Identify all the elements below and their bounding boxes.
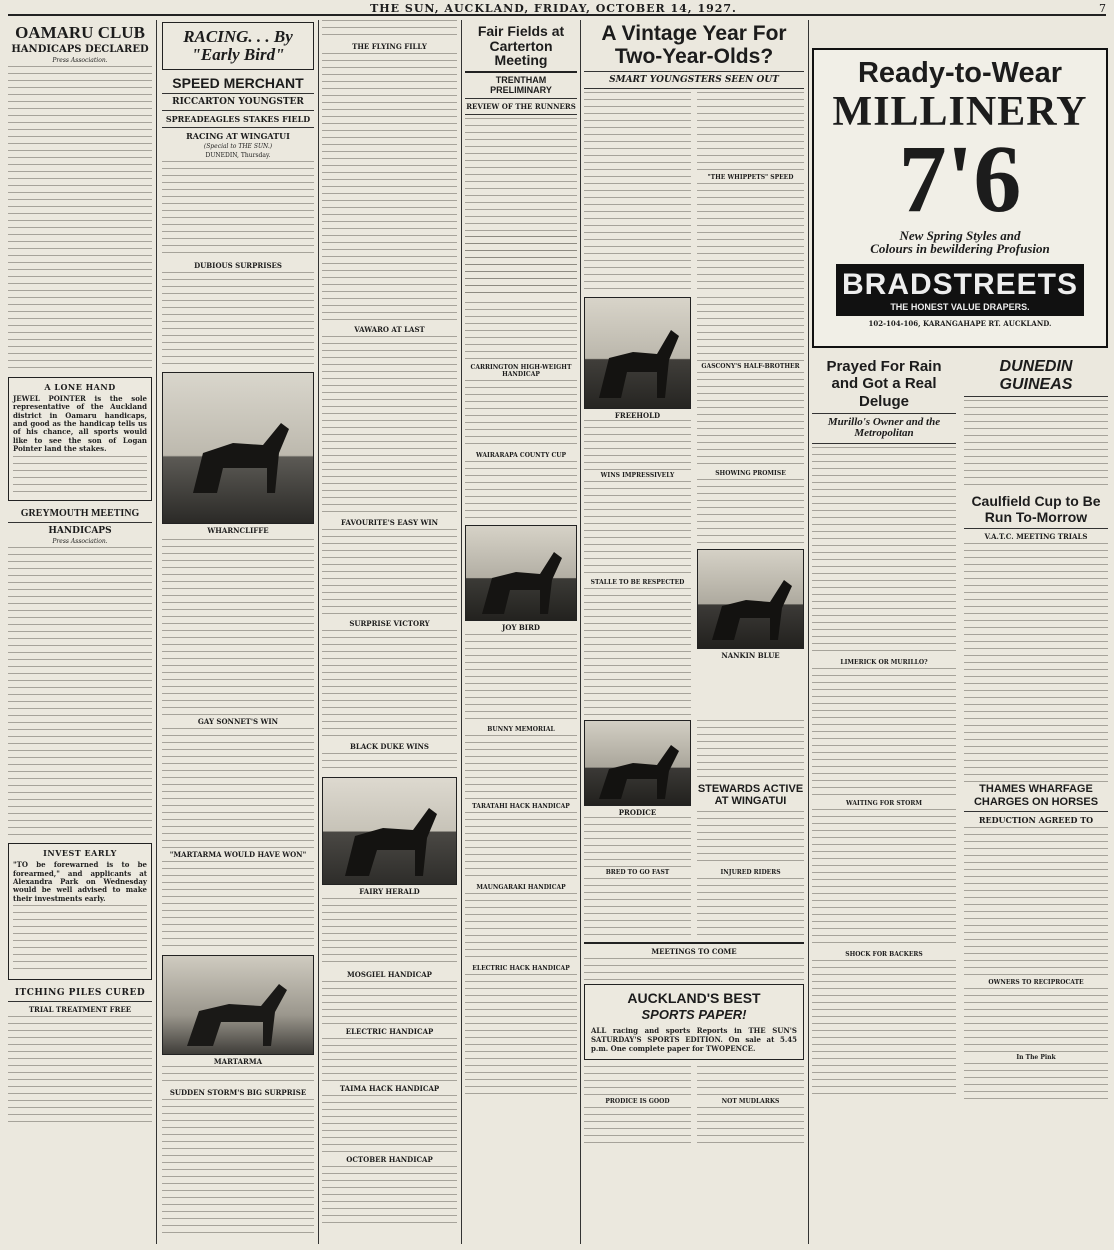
ad-brand-sub: THE HONEST VALUE DRAPERS.: [890, 301, 1030, 312]
racing-banner-text: RACING. . . By "Early Bird": [183, 27, 293, 64]
freehold-photo: [584, 297, 691, 409]
ad-price: 7'6: [898, 124, 1022, 232]
in-pink-heading: In The Pink: [1016, 1054, 1056, 1062]
best-paper-line2: SPORTS PAPER!: [641, 1006, 747, 1022]
horse-silhouette: [163, 956, 314, 1055]
greymouth-subtitle: HANDICAPS: [48, 526, 112, 537]
ad-tag2: Colours in bewildering Profusion: [870, 241, 1050, 257]
itching-text: [8, 1016, 152, 1126]
oamaru-agency: Press Association.: [52, 56, 108, 64]
masthead-title: THE SUN, AUCKLAND, FRIDAY, OCTOBER 14, 1927.: [370, 1, 737, 15]
electric-heading: ELECTRIC HANDICAP: [345, 1027, 434, 1036]
bunny-heading: BUNNY MEMORIAL: [487, 725, 555, 733]
lone-hand-box: [8, 377, 152, 501]
carrington-heading: CARRINGTON HIGH-WEIGHT HANDICAP: [470, 363, 572, 378]
martarma-photo: [162, 955, 314, 1055]
limerick-heading: LIMERICK OR MURILLO?: [840, 658, 928, 666]
column-rule: [808, 20, 809, 1244]
oamaru-text: [8, 66, 152, 371]
invest-box: [8, 843, 152, 980]
waiting-heading: WAITING FOR STORM: [846, 799, 922, 807]
invest-title: INVEST EARLY: [43, 848, 117, 859]
sudden-storm-heading: SUDDEN STORM'S BIG SURPRISE: [169, 1088, 307, 1098]
freehold-caption: FREEHOLD: [614, 411, 661, 421]
wharncliffe-caption: WHARNCLIFFE: [207, 526, 269, 536]
bred-heading: BRED TO GO FAST: [605, 869, 670, 877]
trentham-heading: TRENTHAM PRELIMINARY: [490, 75, 552, 95]
dubious-heading: DUBIOUS SURPRISES: [194, 261, 282, 271]
column-rule: [580, 20, 581, 1244]
surprise-heading: SURPRISE VICTORY: [349, 619, 430, 628]
lone-hand-text: JEWEL POINTER is the sole representative of the Auckland district in Oamaru handicaps, and good as the handicap tells us of his chance, all sports would like to see the son of Logan Pointer land the stakes.: [13, 393, 147, 454]
thames-heading: THAMES WHARFAGE CHARGES ON HORSES: [973, 782, 1099, 808]
lone-hand-title: A LONE HAND: [44, 381, 116, 392]
column-2: [162, 20, 314, 1244]
reduction-heading: REDUCTION AGREED TO: [978, 815, 1094, 826]
best-paper-text: ALL racing and sports Reports in THE SUN'S SATURDAY'S SPORTS EDITION. On sale at 5.45 p.m. One complete paper for TWOPENCE.: [591, 1025, 797, 1053]
stewards-heading: STEWARDS ACTIVE AT WINGATUI: [697, 783, 804, 807]
wairarapa-heading: WAIRARAPA COUNTY CUP: [476, 451, 566, 459]
black-duke-heading: BLACK DUKE WINS: [350, 742, 429, 751]
ad-tag1: New Spring Styles and: [899, 227, 1021, 243]
column-4: [465, 20, 577, 1244]
gay-sonnet-heading: GAY SONNET'S WIN: [197, 717, 279, 727]
electric-hack-heading: ELECTRIC HACK HANDICAP: [472, 964, 570, 972]
martarma-heading: "MARTARMA WOULD HAVE WON": [169, 850, 307, 860]
dunedin-guineas-heading: DUNEDIN GUINEAS: [999, 358, 1073, 393]
wins-impressively-heading: WINS IMPRESSIVELY: [600, 472, 675, 480]
page-number: 7: [1099, 1, 1106, 15]
riccarton-heading: RICCARTON YOUNGSTER: [172, 97, 304, 108]
taima-heading: TAIMA HACK HANDICAP: [339, 1084, 440, 1093]
prodice-caption: PRODICE: [618, 808, 657, 818]
invest-text: "TO be forewarned is to be forearmed," and applicants at Alexandra Park on Wednesday would be well advised to make their investments early.: [13, 860, 147, 903]
injured-heading: INJURED RIDERS: [720, 869, 781, 877]
column-5: [584, 20, 804, 1244]
oamaru-title: OAMARU CLUB: [15, 23, 145, 42]
masthead: [8, 2, 1106, 16]
horse-silhouette: [163, 373, 314, 524]
nankin-blue-photo: [697, 549, 804, 649]
special-line: (Special to THE SUN.): [203, 143, 273, 151]
meetings-heading: MEETINGS TO COME: [651, 947, 737, 957]
martarma-caption: MARTARMA: [213, 1057, 263, 1067]
column-6: [812, 20, 1108, 1244]
prodice-photo: [584, 720, 691, 806]
racing-banner: [162, 22, 314, 70]
greymouth-title: GREYMOUTH MEETING: [20, 507, 140, 519]
owners-heading: OWNERS TO RECIPROCATE: [988, 979, 1084, 987]
joy-bird-photo: [465, 525, 577, 621]
wharncliffe-photo: [162, 372, 314, 524]
murillo-heading: Murillo's Owner and the Metropolitan: [827, 415, 941, 440]
taratahi-heading: TARATAHI HACK HANDICAP: [472, 802, 570, 810]
column-rule: [156, 20, 157, 1244]
column-3: [322, 20, 457, 1244]
gascony-heading: GASCONY'S HALF-BROTHER: [701, 363, 800, 371]
ad-line2: MILLINERY: [832, 89, 1088, 136]
horse-silhouette: [585, 721, 691, 806]
column-rule: [461, 20, 462, 1244]
prodice-good-heading: PRODICE IS GOOD: [605, 1097, 670, 1105]
favourites-heading: FAVOURITE'S EASY WIN: [340, 518, 439, 527]
horse-silhouette: [323, 778, 457, 885]
stalls-heading: STALLE TO BE RESPECTED: [590, 579, 685, 587]
nankin-blue-caption: NANKIN BLUE: [721, 651, 780, 661]
review-heading: REVIEW OF THE RUNNERS: [466, 101, 576, 111]
best-paper-line1: AUCKLAND'S BEST: [627, 990, 761, 1007]
fairy-herald-photo: [322, 777, 457, 885]
racing-at-heading: RACING AT WINGATUI: [186, 131, 290, 142]
bradstreets-logo: [836, 264, 1084, 316]
vatc-heading: V.A.T.C. MEETING TRIALS: [984, 531, 1088, 541]
joy-bird-caption: JOY BIRD: [502, 622, 540, 632]
horse-silhouette: [698, 550, 804, 649]
ad-address: 102-104-106, KARANGAHAPE RT. AUCKLAND.: [868, 318, 1052, 328]
carterton-heading: Fair Fields at Carterton Meeting: [477, 23, 565, 69]
ad-line1: Ready-to-Wear: [857, 57, 1063, 89]
vintage-subtitle: SMART YOUNGSTERS SEEN OUT: [609, 75, 779, 86]
horse-silhouette: [585, 298, 691, 409]
flying-filly-heading: THE FLYING FILLY: [352, 42, 427, 51]
greymouth-text: [8, 547, 152, 837]
fairy-herald-caption: FAIRY HERALD: [359, 887, 420, 896]
mosgiel-heading: MOSGIEL HANDICAP: [347, 970, 432, 979]
itching-subtitle: TRIAL TREATMENT FREE: [28, 1005, 132, 1015]
horse-silhouette: [466, 526, 577, 621]
dunedin-dateline: DUNEDIN, Thursday.: [205, 152, 271, 160]
vawaro-heading: VAWARO AT LAST: [354, 325, 425, 334]
column-rule: [318, 20, 319, 1244]
caulfield-heading: Caulfield Cup to Be Run To-Morrow: [971, 493, 1101, 525]
prayed-heading: Prayed For Rain and Got a Real Deluge: [826, 358, 942, 410]
millinery-ad: [812, 48, 1108, 348]
showing-heading: SHOWING PROMISE: [715, 470, 786, 478]
whippets-heading: "THE WHIPPETS" SPEED: [707, 174, 794, 182]
spreadeagles-heading: SPREADEAGLES STAKES FIELD: [165, 114, 311, 125]
oamaru-subtitle: HANDICAPS DECLARED: [11, 43, 149, 55]
shock-heading: SHOCK FOR BACKERS: [845, 950, 923, 958]
ad-brand: BRADSTREETS: [842, 267, 1079, 301]
maungaraki-heading: MAUNGARAKI HANDICAP: [476, 883, 566, 891]
vintage-heading: A Vintage Year For Two-Year-Olds?: [601, 22, 787, 69]
itching-title: ITCHING PILES CURED: [14, 988, 146, 999]
speed-merchant-heading: SPEED MERCHANT: [172, 74, 304, 91]
column-1: [8, 20, 152, 1244]
october-heading: OCTOBER HANDICAP: [346, 1155, 433, 1164]
greymouth-agency: Press Association.: [52, 538, 108, 546]
not-mudlarks-heading: NOT MUDLARKS: [721, 1097, 780, 1105]
best-paper-box: [584, 984, 804, 1059]
